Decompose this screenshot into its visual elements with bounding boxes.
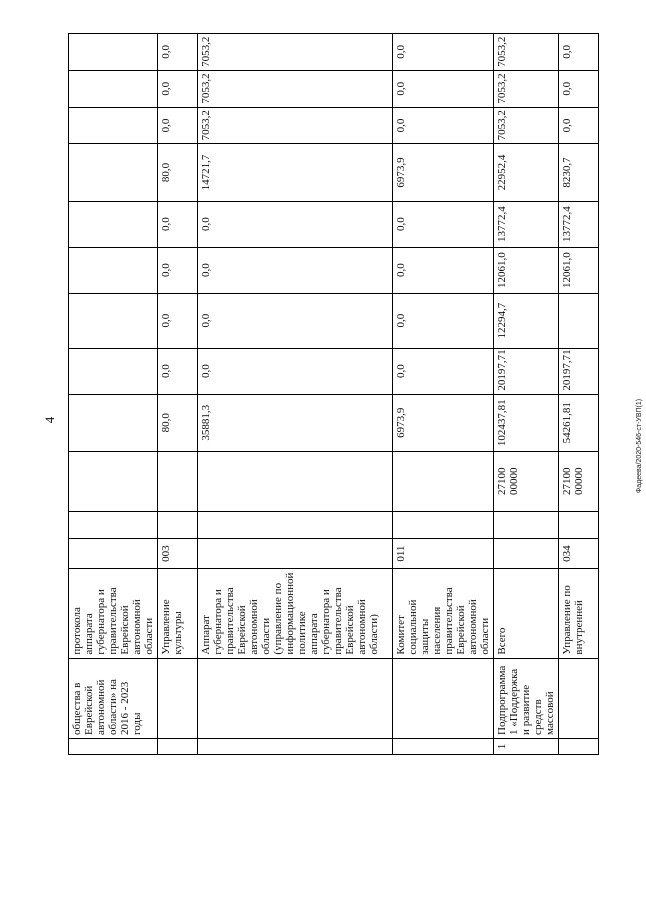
amount-2022-cell xyxy=(69,70,158,107)
amount-2019-cell: 0,0 xyxy=(198,201,393,247)
rzpr-code-cell xyxy=(158,511,198,539)
amount-2018-cell: 12061,0 xyxy=(494,247,559,293)
amount-2018-cell: 0,0 xyxy=(158,247,198,293)
rotated-page-content xyxy=(68,33,585,755)
amount-2017-cell xyxy=(559,293,599,348)
program-name-cell xyxy=(198,658,393,738)
amount-total-cell xyxy=(69,394,158,451)
grbs-code-cell xyxy=(69,539,158,569)
table-row xyxy=(494,34,559,755)
grbs-code-cell xyxy=(198,539,393,569)
grbs-code-cell xyxy=(494,539,559,569)
grbs-code-cell: 034 xyxy=(559,539,599,569)
csr-code-cell: 27100 00000 xyxy=(559,451,599,511)
amount-2016-cell: 0,0 xyxy=(393,348,494,394)
amount-2020-cell: 6973,9 xyxy=(393,144,494,201)
rzpr-code-cell xyxy=(494,511,559,539)
amount-total-cell: 54261,81 xyxy=(559,394,599,451)
amount-2022-cell: 0,0 xyxy=(158,70,198,107)
document-registration-note: Фадеева/2020-546-ст-УВП(1) xyxy=(636,398,643,494)
row-number-cell: 1 xyxy=(494,738,559,754)
grbs-code-cell: 011 xyxy=(393,539,494,569)
amount-2019-cell xyxy=(69,201,158,247)
amount-total-cell: 102437,81 xyxy=(494,394,559,451)
amount-2018-cell: 0,0 xyxy=(198,247,393,293)
csr-code-cell xyxy=(198,451,393,511)
amount-2016-cell: 20197,71 xyxy=(559,348,599,394)
executor-cell: Комитет социальной защиты населения правительства Еврейской автономной области xyxy=(393,569,494,659)
amount-2023-cell: 0,0 xyxy=(559,34,599,71)
amount-2022-cell: 0,0 xyxy=(393,70,494,107)
amount-2018-cell: 0,0 xyxy=(393,247,494,293)
amount-2018-cell xyxy=(69,247,158,293)
row-number-cell xyxy=(393,738,494,754)
amount-2019-cell: 13772,4 xyxy=(494,201,559,247)
rzpr-code-cell xyxy=(559,511,599,539)
amount-2017-cell: 0,0 xyxy=(158,293,198,348)
amount-2017-cell: 0,0 xyxy=(198,293,393,348)
amount-2016-cell xyxy=(69,348,158,394)
amount-2016-cell: 0,0 xyxy=(158,348,198,394)
amount-2023-cell: 0,0 xyxy=(158,34,198,71)
csr-code-cell xyxy=(158,451,198,511)
amount-2019-cell: 0,0 xyxy=(393,201,494,247)
csr-code-cell xyxy=(393,451,494,511)
amount-2017-cell: 12294,7 xyxy=(494,293,559,348)
table-row xyxy=(158,34,198,755)
amount-2017-cell xyxy=(69,293,158,348)
amount-2020-cell: 8230,7 xyxy=(559,144,599,201)
rzpr-code-cell xyxy=(69,511,158,539)
program-name-cell: общества в Еврейской автономной области» на 2016 - 2023 годы xyxy=(69,658,158,738)
table-row xyxy=(69,34,158,755)
amount-2021-cell: 0,0 xyxy=(158,107,198,144)
executor-cell: протокола аппарата губернатора и правительства Еврейской автономной области xyxy=(69,569,158,659)
row-number-cell xyxy=(559,738,599,754)
amount-total-cell: 6973,9 xyxy=(393,394,494,451)
table-row xyxy=(393,34,494,755)
amount-2020-cell xyxy=(69,144,158,201)
csr-code-cell xyxy=(69,451,158,511)
amount-2021-cell xyxy=(69,107,158,144)
rzpr-code-cell xyxy=(393,511,494,539)
row-number-cell xyxy=(198,738,393,754)
amount-2023-cell: 0,0 xyxy=(393,34,494,71)
amount-total-cell: 80,0 xyxy=(158,394,198,451)
amount-2020-cell: 14721,7 xyxy=(198,144,393,201)
amount-2018-cell: 12061,0 xyxy=(559,247,599,293)
page-number: 4 xyxy=(42,416,57,424)
amount-2019-cell: 0,0 xyxy=(158,201,198,247)
executor-cell: Аппарат губернатора и правительства Еврейской автономной области (управление по информационной политике аппарата губернатора и правительства Еврейской автономной области) xyxy=(198,569,393,659)
amount-2023-cell xyxy=(69,34,158,71)
amount-2020-cell: 22952,4 xyxy=(494,144,559,201)
program-name-cell xyxy=(559,658,599,738)
budget-table xyxy=(68,33,599,755)
executor-cell: Всего xyxy=(494,569,559,659)
program-name-cell xyxy=(158,658,198,738)
amount-2021-cell: 0,0 xyxy=(393,107,494,144)
amount-2021-cell: 7053,2 xyxy=(494,107,559,144)
executor-cell: Управление культуры xyxy=(158,569,198,659)
amount-2022-cell: 7053,2 xyxy=(198,70,393,107)
row-number-cell xyxy=(69,738,158,754)
grbs-code-cell: 003 xyxy=(158,539,198,569)
amount-2021-cell: 0,0 xyxy=(559,107,599,144)
amount-2019-cell: 13772,4 xyxy=(559,201,599,247)
rzpr-code-cell xyxy=(198,511,393,539)
amount-2022-cell: 0,0 xyxy=(559,70,599,107)
amount-2023-cell: 7053,2 xyxy=(494,34,559,71)
amount-2021-cell: 7053,2 xyxy=(198,107,393,144)
amount-2016-cell: 20197,71 xyxy=(494,348,559,394)
executor-cell: Управление по внутренней xyxy=(559,569,599,659)
csr-code-cell: 27100 00000 xyxy=(494,451,559,511)
amount-2023-cell: 7053,2 xyxy=(198,34,393,71)
amount-2017-cell: 0,0 xyxy=(393,293,494,348)
amount-2020-cell: 80,0 xyxy=(158,144,198,201)
program-name-cell: Подпрограмма 1 «Поддержка и развитие средств массовой xyxy=(494,658,559,738)
table-row xyxy=(198,34,393,755)
row-number-cell xyxy=(158,738,198,754)
amount-2022-cell: 7053,2 xyxy=(494,70,559,107)
amount-2016-cell: 0,0 xyxy=(198,348,393,394)
table-row xyxy=(559,34,599,755)
program-name-cell xyxy=(393,658,494,738)
amount-total-cell: 35881,3 xyxy=(198,394,393,451)
